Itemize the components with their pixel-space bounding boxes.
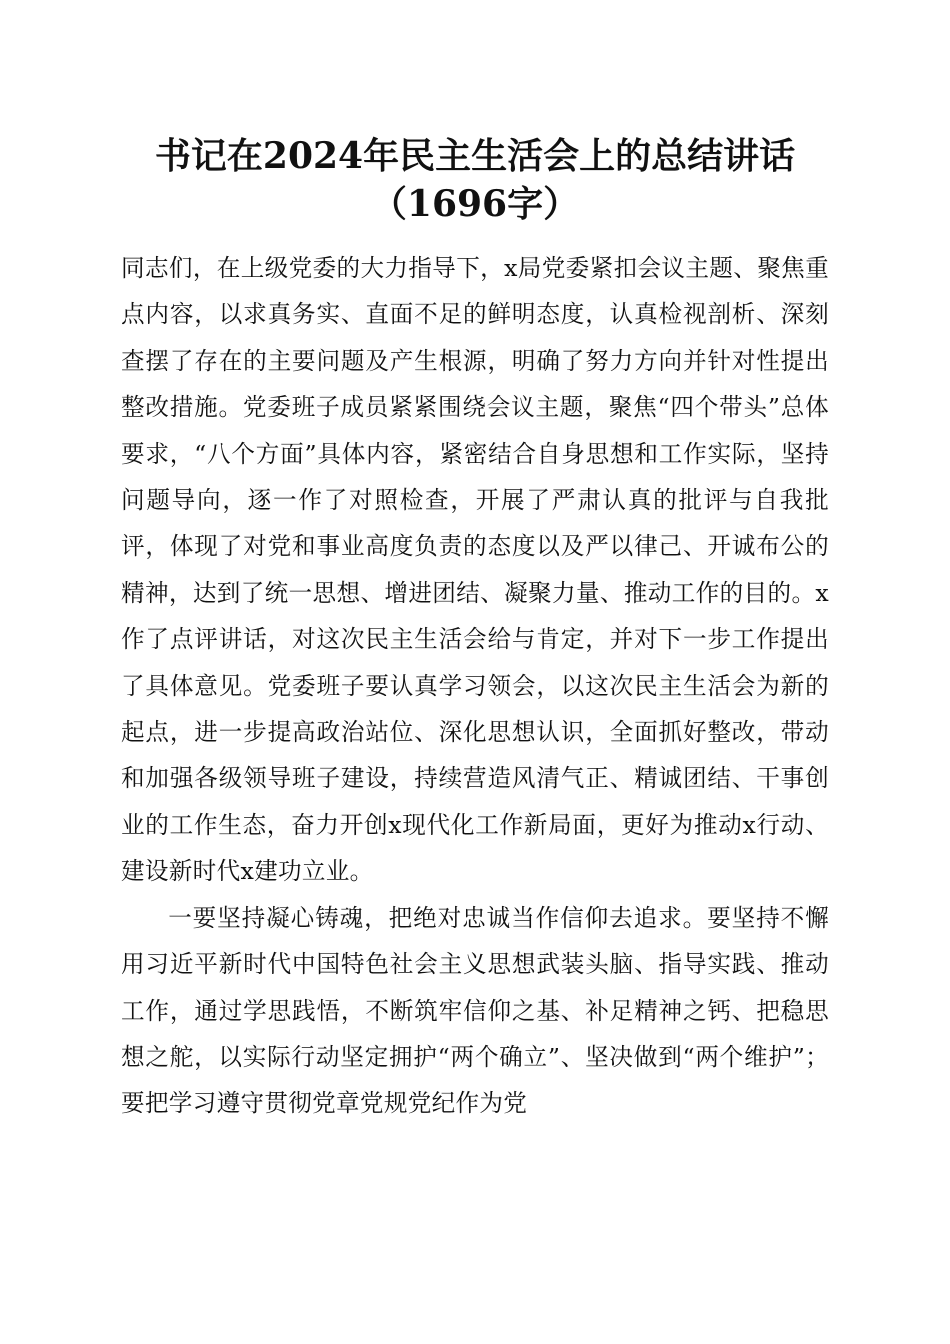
document-title — [60, 132, 890, 228]
title-line-main: 书记在2024年民主生活会上的总结讲话 — [154, 135, 796, 177]
title-line-wordcount: （1696字） — [370, 183, 580, 225]
paragraph-point-one: 一要坚持凝心铸魂，把绝对忠诚当作信仰去追求。要坚持不懈用习近平新时代中国特色社会主义思想武装头脑、指导实践、推动工作，通过学思践悟，不断筑牢信仰之基、补足精神之钙、把稳思想之舵，以实际行动坚定拥护“两个确立”、坚决做到“两个维护”；要把学习遵守贯彻党章党规党纪作为党 — [121, 903, 829, 1118]
paragraph-opening: 同志们，在上级党委的大力指导下，x局党委紧扣会议主题、聚焦重点内容，以求真务实、直面不足的鲜明态度，认真检视剖析、深刻查摆了存在的主要问题及产生根源，明确了努力方向并针对性提出整改措施。党委班子成员紧紧围绕会议主题，聚焦“四个带头”总体要求，“八个方面”具体内容，紧密结合自身思想和工作实际，坚持问题导向，逐一作了对照检查，开展了严肃认真的批评与自我批评，体现了对党和事业高度负责的态度以及严以律己、开诚布公的精神，达到了统一思想、增进团结、凝聚力量、推动工作的目的。x作了点评讲话，对这次民主生活会给与肯定，并对下一步工作提出了具体意见。党委班子要认真学习领会，以这次民主生活会为新的起点，进一步提高政治站位、深化思想认识，全面抓好整改，带动和加强各级领导班子建设，持续营造风清气正、精诚团结、干事创业的工作生态，奋力开创x现代化工作新局面，更好为推动x行动、建设新时代x建功立业。 — [121, 254, 829, 886]
document-body — [121, 245, 829, 1127]
